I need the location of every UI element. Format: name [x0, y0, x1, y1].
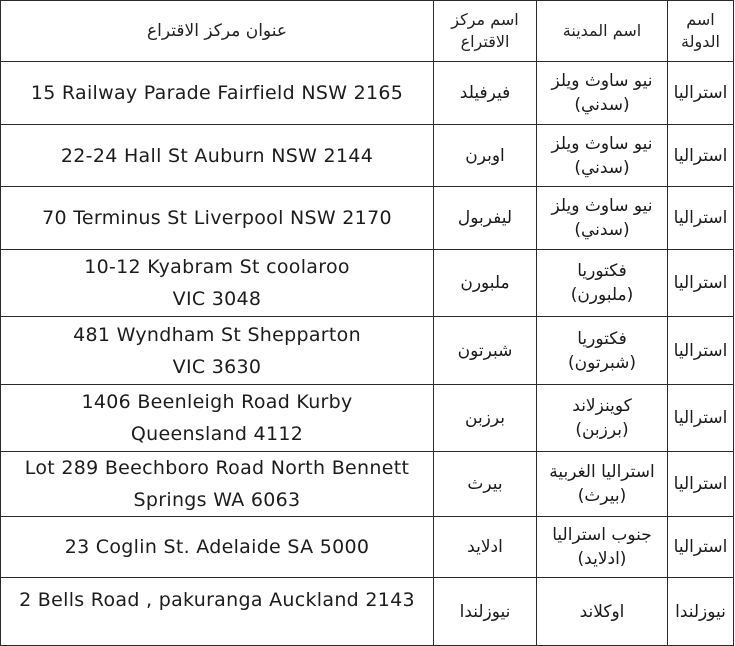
country-cell: نيوزلندا [668, 578, 734, 646]
country-cell: استراليا [668, 250, 734, 317]
city-name: فكتوريا [577, 328, 627, 349]
city-cell [537, 578, 668, 646]
country-cell: استراليا [668, 517, 734, 578]
city-cell [537, 250, 668, 317]
country-cell: استراليا [668, 317, 734, 385]
city-cell [537, 452, 668, 517]
city-name: اوكلاند [579, 601, 625, 622]
city-name: جنوب استراليا [552, 525, 652, 545]
address-line: 481 Wyndham St Shepparton [73, 323, 361, 346]
address-cell [1, 517, 434, 578]
address-line: 22-24 Hall St Auburn NSW 2144 [60, 144, 374, 167]
center-cell: اوبرن [434, 125, 537, 187]
country-cell: استراليا [668, 452, 734, 517]
address-line: 2 Bells Road , pakuranga Auckland 2143 [19, 589, 415, 611]
country-cell: استراليا [668, 187, 734, 250]
city-name: فكتوريا [577, 261, 627, 281]
city-subname: (شبرتون) [567, 352, 637, 373]
city-column-header: اسم المدينة [537, 1, 668, 62]
city-name: استراليا الغربية [549, 462, 655, 482]
address-cell [1, 578, 434, 646]
table-row [1, 187, 734, 250]
table-row [1, 250, 734, 317]
country-cell: استراليا [668, 125, 734, 187]
address-cell [1, 317, 434, 385]
center-cell: بيرث [434, 452, 537, 517]
address-cell [1, 125, 434, 187]
address-line: 15 Railway Parade Fairfield NSW 2165 [30, 82, 404, 104]
country-cell: استراليا [668, 62, 734, 125]
city-subname: (ملبورن) [570, 285, 634, 305]
address-line: Queensland 4112 [130, 423, 304, 445]
city-subname: (سدني) [574, 95, 630, 115]
city-name: كوينزلاند [572, 396, 632, 416]
city-cell [537, 62, 668, 125]
city-cell [537, 317, 668, 385]
center-cell: ادلايد [434, 517, 537, 578]
table-row [1, 385, 734, 452]
center-cell: فيرفيلد [434, 62, 537, 125]
city-cell [537, 385, 668, 452]
table-row [1, 578, 734, 646]
address-line: Lot 289 Beechboro Road North Bennett [24, 457, 410, 479]
table-row [1, 125, 734, 187]
address-cell [1, 452, 434, 517]
city-subname: (سدني) [574, 157, 630, 178]
country-column-header: اسم الدولة [668, 1, 734, 62]
city-name: نيو ساوث ويلز [551, 133, 653, 154]
center-cell: ليفربول [434, 187, 537, 250]
address-cell [1, 385, 434, 452]
address-line: 1406 Beenleigh Road Kurby [81, 391, 353, 413]
address-line: 23 Coglin St. Adelaide SA 5000 [64, 536, 370, 558]
city-subname: (ادلايد) [577, 549, 627, 569]
table-row [1, 317, 734, 385]
center-cell: نيوزلندا [434, 578, 537, 646]
table-row [1, 452, 734, 517]
address-column-header: عنوان مركز الاقتراع [1, 1, 434, 62]
address-line: 70 Terminus St Liverpool NSW 2170 [42, 207, 392, 229]
city-subname: (برزبن) [575, 420, 629, 440]
country-cell: استراليا [668, 385, 734, 452]
city-name: نيو ساوث ويلز [551, 196, 653, 216]
center-cell: شبرتون [434, 317, 537, 385]
city-name: نيو ساوث ويلز [551, 71, 653, 91]
city-subname: (سدني) [574, 220, 630, 240]
address-line: Springs WA 6063 [133, 489, 301, 511]
header-row [1, 1, 734, 62]
center-cell: برزبن [434, 385, 537, 452]
city-cell [537, 125, 668, 187]
address-line: VIC 3630 [172, 355, 262, 378]
center-column-header: اسم مركز الاقتراع [434, 1, 537, 62]
address-line: VIC 3048 [172, 288, 262, 310]
city-cell [537, 187, 668, 250]
table-row [1, 517, 734, 578]
address-cell [1, 62, 434, 125]
city-subname: (بيرث) [577, 486, 627, 506]
address-cell [1, 187, 434, 250]
address-line: 10-12 Kyabram St coolaroo [84, 256, 350, 278]
address-cell [1, 250, 434, 317]
city-cell [537, 517, 668, 578]
table-row [1, 62, 734, 125]
center-cell: ملبورن [434, 250, 537, 317]
